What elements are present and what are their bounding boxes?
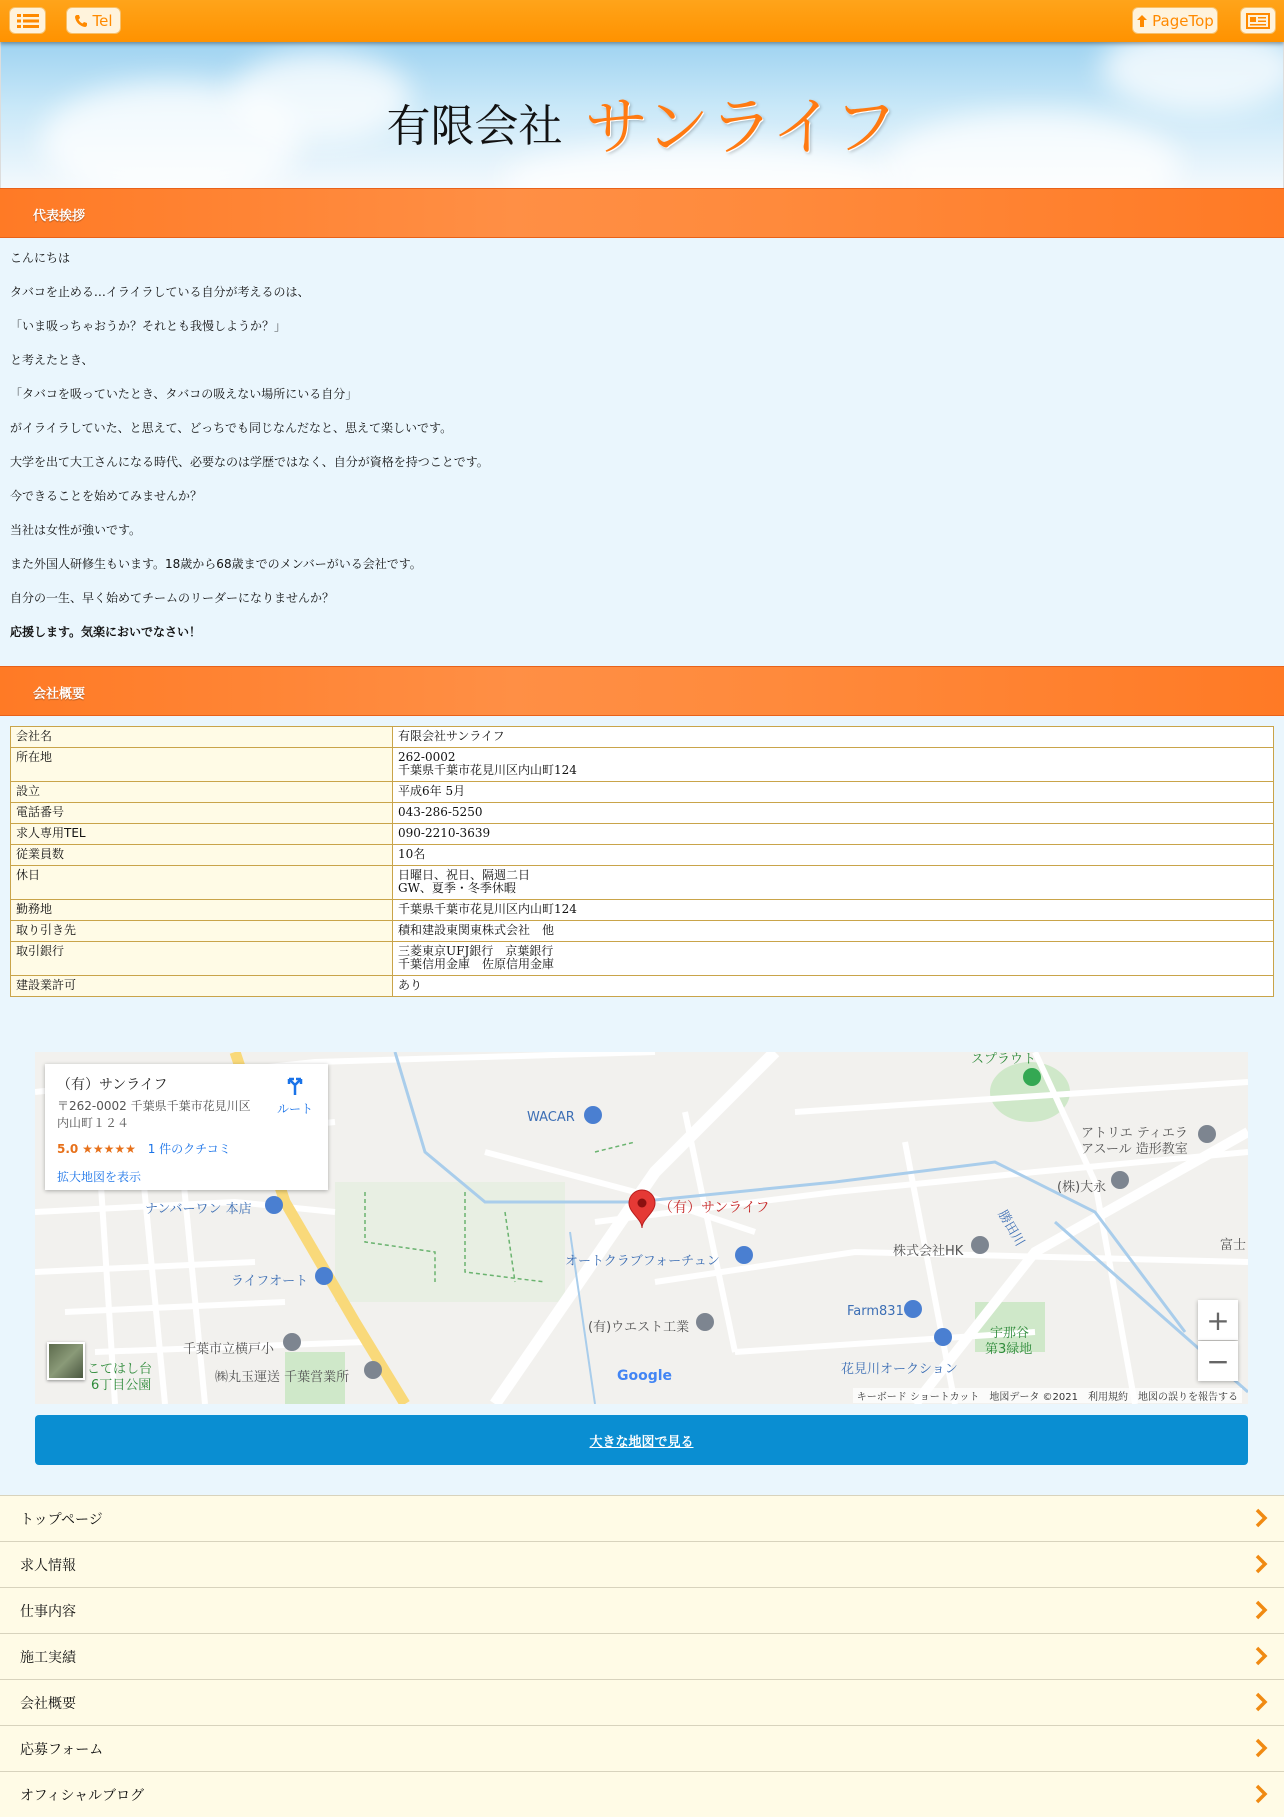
table-row [11, 845, 1274, 866]
greeting-closing: 応援します。気楽においでなさい！ [10, 625, 202, 639]
logo-name: サンライフ [584, 91, 898, 165]
zoom-in-button[interactable]: + [1198, 1300, 1238, 1340]
chevron-right-icon [1250, 1645, 1272, 1667]
menu-button[interactable] [9, 7, 46, 34]
table-row [11, 727, 1274, 748]
tel-label: Tel [92, 11, 113, 30]
greeting-paragraph: こんにちは [10, 251, 71, 265]
pagetop-button[interactable] [1132, 7, 1218, 34]
poi-label: 花見川オークション [841, 1362, 958, 1377]
row-value [393, 748, 1274, 782]
row-value-line: 千葉信用金庫 佐原信用金庫 [398, 957, 555, 971]
site-logo[interactable] [1, 76, 1283, 168]
row-value [393, 727, 1274, 748]
row-value [393, 921, 1274, 942]
greeting-paragraph: タバコを止める…イライラしている自分が考えるのは、 [10, 285, 310, 299]
table-row [11, 921, 1274, 942]
company-title: 会社概要 [33, 687, 86, 702]
poi-label: スプラウト [971, 1052, 1037, 1067]
greeting-paragraph: 「タバコを吸っていたとき、タバコの吸えない場所にいる自分」 [10, 387, 358, 401]
larger-map-link[interactable]: 拡大地図を表示 [57, 1170, 142, 1184]
nav-item-label: 施工実績 [20, 1650, 76, 1666]
header-banner [0, 42, 1284, 188]
poi-label: (有)ウエスト工業 [588, 1320, 690, 1335]
rating-value: 5.0 [57, 1142, 79, 1156]
chevron-right-icon [1250, 1783, 1272, 1805]
greeting-title: 代表挨拶 [33, 209, 86, 224]
table-row [11, 824, 1274, 845]
google-logo: Google [617, 1368, 673, 1384]
phone-icon [74, 14, 88, 28]
chevron-right-icon [1250, 1599, 1272, 1621]
row-value-line: 平成6年 5月 [398, 784, 466, 798]
nav-item-company[interactable] [0, 1679, 1284, 1725]
map-attribution[interactable]: キーボード ショートカット 地図データ ©2021 利用規約 地図の誤りを報告する [853, 1388, 1242, 1403]
pagetop-label: PageTop [1152, 11, 1214, 30]
poi-label: 千葉市立横戸小 [183, 1342, 275, 1357]
chevron-right-icon [1250, 1737, 1272, 1759]
row-value [393, 866, 1274, 900]
row-key: 勤務地 [11, 900, 393, 921]
table-row [11, 942, 1274, 976]
row-key: 電話番号 [11, 803, 393, 824]
google-map[interactable] [35, 1052, 1248, 1404]
chevron-right-icon [1250, 1691, 1272, 1713]
nav-item-results[interactable] [0, 1633, 1284, 1679]
nav-item-work[interactable] [0, 1587, 1284, 1633]
news-button[interactable] [1240, 7, 1276, 34]
greeting-section-header [0, 188, 1284, 238]
place-name: （有）サンライフ [57, 1077, 168, 1093]
poi-label: 6丁目公園 [91, 1378, 152, 1393]
nav-item-apply[interactable] [0, 1725, 1284, 1771]
poi-label: 株式会社HK [893, 1244, 964, 1259]
table-row [11, 900, 1274, 921]
poi-label: ナンバーワン 本店 [145, 1202, 252, 1217]
route-label: ルート [276, 1102, 313, 1116]
table-row [11, 782, 1274, 803]
row-value [393, 803, 1274, 824]
row-value-line: 有限会社サンライフ [398, 729, 505, 743]
greeting-paragraph: 大学を出て大工さんになる時代、必要なのは学歴ではなく、自分が資格を持つことです。 [10, 455, 489, 469]
row-value [393, 782, 1274, 803]
row-value-line: あり [398, 978, 423, 992]
poi-label: オートクラブフォーチュン [565, 1254, 720, 1269]
company-info-table [10, 726, 1274, 997]
nav-item-label: 仕事内容 [20, 1604, 76, 1620]
company-section-header [0, 666, 1284, 716]
nav-item-top[interactable] [0, 1495, 1284, 1541]
greeting-paragraph: がイライラしていた、と思えて、どっちでも同じなんだなと、思えて楽しいです。 [10, 421, 453, 435]
row-value-line: 千葉県千葉市花見川区内山町124 [398, 763, 577, 777]
nav-item-blog[interactable] [0, 1771, 1284, 1817]
poi-label: アスール 造形教室 [1081, 1142, 1188, 1157]
rating-stars: ★★★★★ [82, 1142, 136, 1156]
row-value [393, 845, 1274, 866]
poi-pins [35, 1052, 1248, 1404]
view-large-map-button[interactable]: 大きな地図で見る [35, 1415, 1248, 1465]
row-key: 会社名 [11, 727, 393, 748]
nav-item-recruit[interactable] [0, 1541, 1284, 1587]
row-value [393, 824, 1274, 845]
poi-label: Farm831 [847, 1304, 904, 1319]
row-value-line: 043-286-5250 [398, 805, 483, 819]
poi-label: WACAR [527, 1110, 575, 1125]
table-row [11, 748, 1274, 782]
row-value-line: 日曜日、祝日、隔週二日 [398, 868, 531, 882]
greeting-paragraph: と考えたとき、 [10, 353, 94, 367]
poi-label: 宇那谷 [990, 1326, 1030, 1341]
review-count-link[interactable]: 1 件のクチコミ [147, 1142, 231, 1156]
row-value-line: 090-2210-3639 [398, 826, 491, 840]
greeting-text [10, 252, 1270, 660]
nav-item-label: オフィシャルブログ [20, 1788, 145, 1804]
poi-label: こてはし台 [87, 1362, 153, 1377]
list-icon [16, 13, 40, 29]
row-key: 建設業許可 [11, 976, 393, 997]
chevron-right-icon [1250, 1507, 1272, 1529]
row-key: 所在地 [11, 748, 393, 782]
logo-prefix: 有限会社 [386, 101, 563, 152]
row-key: 休日 [11, 866, 393, 900]
poi-label: (株)大永 [1057, 1180, 1107, 1195]
table-row [11, 866, 1274, 900]
nav-item-label: 応募フォーム [20, 1742, 104, 1758]
zoom-out-button[interactable]: − [1198, 1341, 1238, 1381]
row-key: 従業員数 [11, 845, 393, 866]
row-value-line: 三菱東京UFJ銀行 京葉銀行 [398, 944, 554, 958]
poi-label: 勝田川 [994, 1207, 1028, 1250]
poi-label: 第3緑地 [985, 1342, 1033, 1357]
row-key: 求人専用TEL [11, 824, 393, 845]
row-value [393, 942, 1274, 976]
nav-item-label: トップページ [20, 1512, 103, 1528]
greeting-paragraph: 今できることを始めてみませんか？ [10, 489, 203, 503]
row-value-line: 千葉県千葉市花見川区内山町124 [398, 902, 577, 916]
row-key: 取引銀行 [11, 942, 393, 976]
nav-item-label: 会社概要 [20, 1696, 76, 1712]
table-row [11, 803, 1274, 824]
top-bar [0, 0, 1284, 42]
arrow-up-icon [1136, 14, 1148, 28]
row-value [393, 900, 1274, 921]
table-row [11, 976, 1274, 997]
row-value [393, 976, 1274, 997]
row-key: 取り引き先 [11, 921, 393, 942]
greeting-paragraph: 当社は女性が強いです。 [10, 523, 142, 537]
poi-label: アトリエ ティエラ [1081, 1126, 1188, 1141]
row-value-line: 262-0002 [398, 750, 456, 764]
poi-label: ライフオート [231, 1274, 309, 1289]
row-value-line: 10名 [398, 847, 426, 861]
row-key: 設立 [11, 782, 393, 803]
newspaper-icon [1246, 13, 1270, 29]
place-address: 〒262-0002 千葉県千葉市花見川区内山町１２４ [57, 1099, 251, 1130]
poi-label: ㈱丸玉運送 千葉営業所 [215, 1370, 350, 1385]
row-value-line: 積和建設東関東株式会社 他 [398, 923, 555, 937]
poi-label: 富士 [1220, 1238, 1247, 1253]
row-value-line: GW、夏季・冬季休暇 [398, 881, 516, 895]
tel-button[interactable] [66, 7, 121, 34]
nav-item-label: 求人情報 [20, 1558, 76, 1574]
footer-nav [0, 1495, 1284, 1817]
satellite-toggle[interactable] [47, 1342, 85, 1380]
chevron-right-icon [1250, 1553, 1272, 1575]
greeting-paragraph: また外国人研修生もいます。18歳から68歳までのメンバーがいる会社です。 [10, 557, 422, 571]
greeting-paragraph: 「いま吸っちゃおうか？それとも我慢しようか？」 [10, 319, 287, 333]
marker-label: （有）サンライフ [659, 1200, 770, 1216]
greeting-paragraph: 自分の一生、早く始めてチームのリーダーになりませんか？ [10, 591, 335, 605]
